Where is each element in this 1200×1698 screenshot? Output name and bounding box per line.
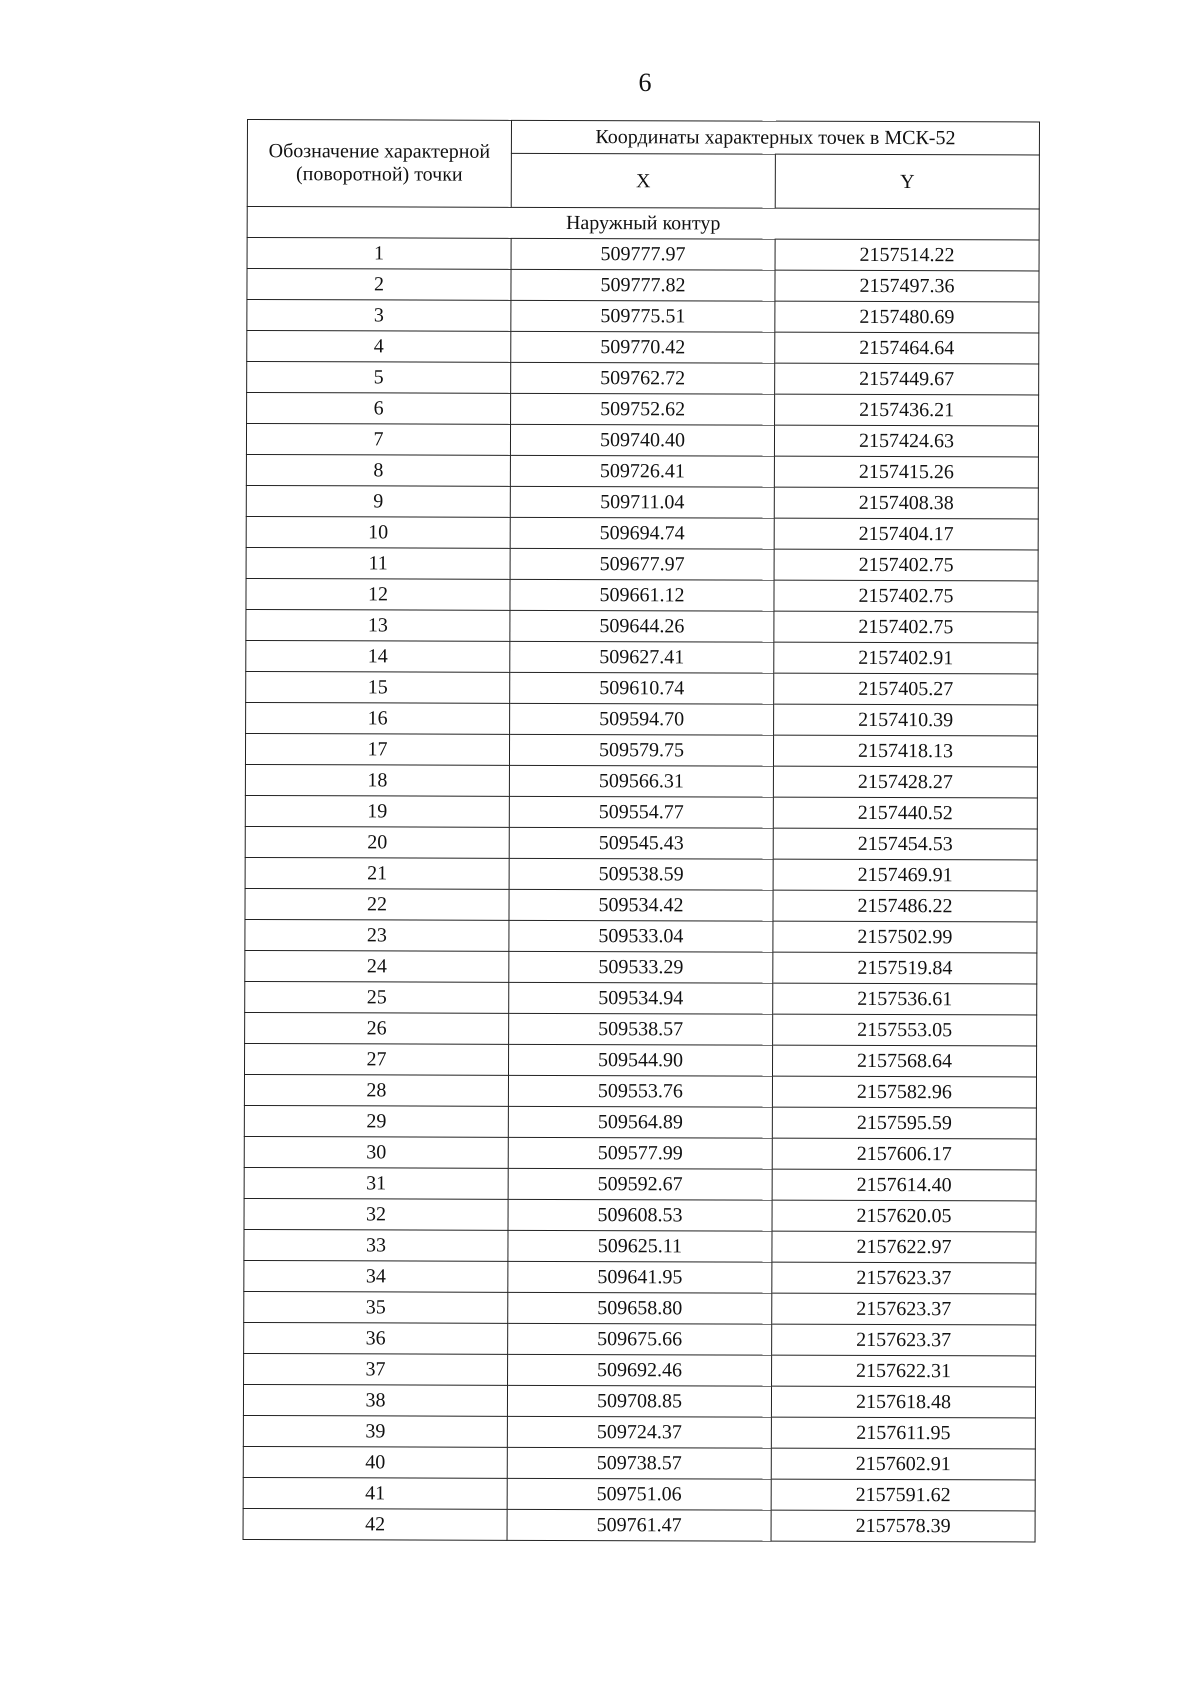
table-row: [247, 238, 1039, 271]
y-coordinate-cell: 2157623.37: [772, 1324, 1036, 1356]
y-coordinate-cell: 2157424.63: [774, 425, 1038, 457]
point-number-cell: 15: [246, 671, 510, 703]
y-coordinate-cell: 2157622.31: [772, 1355, 1036, 1387]
y-coordinate-cell: 2157428.27: [773, 766, 1037, 798]
point-number-cell: 32: [244, 1198, 508, 1230]
point-number-cell: 39: [243, 1415, 507, 1447]
point-number-cell: 13: [246, 609, 510, 641]
y-coordinate-cell: 2157469.91: [773, 859, 1037, 891]
y-coordinate-cell: 2157514.22: [775, 239, 1039, 271]
table-header: [247, 120, 1039, 209]
table-row: [245, 826, 1037, 859]
coordinates-table-container: [243, 119, 1039, 1542]
x-coordinate-cell: 509577.99: [508, 1137, 772, 1169]
y-coordinate-cell: 2157606.17: [772, 1138, 1036, 1170]
y-coordinate-cell: 2157454.53: [773, 828, 1037, 860]
x-coordinate-cell: 509751.06: [507, 1478, 771, 1510]
point-number-cell: 37: [244, 1353, 508, 1385]
point-number-cell: 38: [243, 1384, 507, 1416]
table-row: [244, 1322, 1036, 1355]
y-coordinate-cell: 2157582.96: [772, 1076, 1036, 1108]
table-row: [244, 1167, 1036, 1200]
point-number-cell: 18: [245, 764, 509, 796]
x-coordinate-cell: 509641.95: [508, 1261, 772, 1293]
point-number-cell: 31: [244, 1167, 508, 1199]
x-coordinate-cell: 509534.42: [509, 889, 773, 921]
y-coordinate-cell: 2157440.52: [773, 797, 1037, 829]
point-number-cell: 1: [247, 238, 511, 270]
y-coordinate-cell: 2157591.62: [771, 1479, 1035, 1511]
x-coordinate-cell: 509775.51: [511, 300, 775, 332]
point-number-cell: 34: [244, 1260, 508, 1292]
y-coordinate-cell: 2157611.95: [771, 1417, 1035, 1449]
table-row: [245, 764, 1037, 797]
point-number-cell: 27: [244, 1043, 508, 1075]
x-coordinate-cell: 509761.47: [507, 1509, 771, 1541]
table-row: [245, 733, 1037, 766]
y-coordinate-cell: 2157614.40: [772, 1169, 1036, 1201]
x-coordinate-cell: 509677.97: [510, 548, 774, 580]
table-row: [246, 485, 1038, 518]
point-number-cell: 5: [247, 362, 511, 394]
x-coordinate-cell: 509533.04: [509, 920, 773, 952]
x-coordinate-cell: 509594.70: [510, 703, 774, 735]
point-number-cell: 17: [245, 733, 509, 765]
x-coordinate-cell: 509661.12: [510, 579, 774, 611]
table-row: [245, 795, 1037, 828]
x-coordinate-cell: 509711.04: [510, 486, 774, 518]
x-coordinate-cell: 509740.40: [510, 424, 774, 456]
table-row: [244, 1353, 1036, 1386]
point-number-cell: 11: [246, 547, 510, 579]
x-coordinate-cell: 509777.82: [511, 269, 775, 301]
table-row: [246, 671, 1038, 704]
y-coordinate-cell: 2157402.91: [774, 642, 1038, 674]
x-coordinate-cell: 509579.75: [509, 734, 773, 766]
point-number-cell: 28: [244, 1074, 508, 1106]
x-coordinate-cell: 509692.46: [508, 1354, 772, 1386]
x-column-header: X: [511, 154, 775, 208]
point-number-cell: 6: [247, 393, 511, 425]
table-row: [245, 950, 1037, 983]
table-row: [246, 609, 1038, 642]
y-coordinate-cell: 2157408.38: [774, 487, 1038, 519]
y-coordinate-cell: 2157402.75: [774, 611, 1038, 643]
point-number-cell: 40: [243, 1446, 507, 1478]
x-coordinate-cell: 509752.62: [511, 393, 775, 425]
x-coordinate-cell: 509564.89: [508, 1106, 772, 1138]
point-number-cell: 14: [246, 640, 510, 672]
point-number-cell: 4: [247, 331, 511, 363]
y-coordinate-cell: 2157519.84: [773, 952, 1037, 984]
x-coordinate-cell: 509566.31: [509, 765, 773, 797]
y-coordinate-cell: 2157436.21: [775, 394, 1039, 426]
point-number-cell: 3: [247, 300, 511, 332]
table-row: [245, 857, 1037, 890]
y-coordinate-cell: 2157618.48: [771, 1386, 1035, 1418]
point-number-cell: 16: [246, 702, 510, 734]
table-row: [244, 1105, 1036, 1138]
table-row: [247, 300, 1039, 333]
table-row: [243, 1477, 1035, 1510]
table-row: [243, 1384, 1035, 1417]
point-number-cell: 26: [245, 1012, 509, 1044]
y-coordinate-cell: 2157623.37: [772, 1262, 1036, 1294]
table-row: [246, 454, 1038, 487]
table-row: [243, 1446, 1035, 1479]
x-coordinate-cell: 509538.57: [509, 1013, 773, 1045]
x-coordinate-cell: 509777.97: [511, 238, 775, 270]
coordinates-header: Координаты характерных точек в МСК-52: [511, 120, 1039, 155]
coordinates-table: [243, 119, 1040, 1542]
table-row: [247, 331, 1039, 364]
y-coordinate-cell: 2157449.67: [775, 363, 1039, 395]
table-row: [243, 1415, 1035, 1448]
x-coordinate-cell: 509738.57: [507, 1447, 771, 1479]
y-column-header: Y: [775, 155, 1039, 209]
point-number-cell: 21: [245, 857, 509, 889]
y-coordinate-cell: 2157497.36: [775, 270, 1039, 302]
x-coordinate-cell: 509545.43: [509, 827, 773, 859]
table-row: [244, 1260, 1036, 1293]
y-coordinate-cell: 2157405.27: [774, 673, 1038, 705]
y-coordinate-cell: 2157595.59: [772, 1107, 1036, 1139]
y-coordinate-cell: 2157402.75: [774, 549, 1038, 581]
x-coordinate-cell: 509625.11: [508, 1230, 772, 1262]
point-number-cell: 20: [245, 826, 509, 858]
y-coordinate-cell: 2157480.69: [775, 301, 1039, 333]
y-coordinate-cell: 2157553.05: [773, 1014, 1037, 1046]
x-coordinate-cell: 509724.37: [507, 1416, 771, 1448]
table-body: [243, 207, 1039, 1542]
point-number-cell: 24: [245, 950, 509, 982]
x-coordinate-cell: 509608.53: [508, 1199, 772, 1231]
y-coordinate-cell: 2157622.97: [772, 1231, 1036, 1263]
table-row: [247, 269, 1039, 302]
table-row: [246, 424, 1038, 457]
y-coordinate-cell: 2157404.17: [774, 518, 1038, 550]
x-coordinate-cell: 509592.67: [508, 1168, 772, 1200]
table-row: [245, 1012, 1037, 1045]
table-row: [246, 578, 1038, 611]
point-number-cell: 12: [246, 578, 510, 610]
table-row: [244, 1043, 1036, 1076]
y-coordinate-cell: 2157410.39: [774, 704, 1038, 736]
page-number: 6: [638, 68, 652, 97]
table-row: [245, 888, 1037, 921]
y-coordinate-cell: 2157418.13: [773, 735, 1037, 767]
point-number-cell: 36: [244, 1322, 508, 1354]
point-number-cell: 41: [243, 1477, 507, 1509]
point-number-cell: 10: [246, 516, 510, 548]
table-row: [247, 362, 1039, 395]
y-coordinate-cell: 2157464.64: [775, 332, 1039, 364]
x-coordinate-cell: 509726.41: [510, 455, 774, 487]
x-coordinate-cell: 509770.42: [511, 331, 775, 363]
table-row: [246, 702, 1038, 735]
y-coordinate-cell: 2157536.61: [773, 983, 1037, 1015]
x-coordinate-cell: 509538.59: [509, 858, 773, 890]
table-row: [244, 1136, 1036, 1169]
point-number-cell: 7: [246, 424, 510, 456]
x-coordinate-cell: 509554.77: [509, 796, 773, 828]
y-coordinate-cell: 2157402.75: [774, 580, 1038, 612]
table-row: [244, 1074, 1036, 1107]
y-coordinate-cell: 2157486.22: [773, 890, 1037, 922]
table-row: [246, 640, 1038, 673]
table-row: [246, 516, 1038, 549]
y-coordinate-cell: 2157415.26: [774, 456, 1038, 488]
x-coordinate-cell: 509762.72: [511, 362, 775, 394]
x-coordinate-cell: 509627.41: [510, 641, 774, 673]
point-number-cell: 23: [245, 919, 509, 951]
x-coordinate-cell: 509658.80: [508, 1292, 772, 1324]
point-number-cell: 22: [245, 888, 509, 920]
table-row: [246, 547, 1038, 580]
y-coordinate-cell: 2157620.05: [772, 1200, 1036, 1232]
point-number-cell: 35: [244, 1291, 508, 1323]
y-coordinate-cell: 2157578.39: [771, 1510, 1035, 1542]
y-coordinate-cell: 2157623.37: [772, 1293, 1036, 1325]
x-coordinate-cell: 509533.29: [509, 951, 773, 983]
point-number-cell: 9: [246, 485, 510, 517]
section-title: Наружный контур: [247, 207, 1039, 240]
point-number-cell: 8: [246, 454, 510, 486]
x-coordinate-cell: 509644.26: [510, 610, 774, 642]
table-row: [244, 1198, 1036, 1231]
point-number-cell: 2: [247, 269, 511, 301]
table-row: [243, 1508, 1035, 1541]
table-row: [247, 393, 1039, 426]
table-row: [245, 919, 1037, 952]
point-number-cell: 25: [245, 981, 509, 1013]
point-designation-header: Обозначение характерной (поворотной) точки: [247, 120, 511, 208]
x-coordinate-cell: 509553.76: [508, 1075, 772, 1107]
x-coordinate-cell: 509708.85: [507, 1385, 771, 1417]
point-number-cell: 30: [244, 1136, 508, 1168]
x-coordinate-cell: 509610.74: [510, 672, 774, 704]
point-number-cell: 19: [245, 795, 509, 827]
table-row: [244, 1291, 1036, 1324]
x-coordinate-cell: 509675.66: [508, 1323, 772, 1355]
point-number-cell: 29: [244, 1105, 508, 1137]
point-number-cell: 42: [243, 1508, 507, 1540]
y-coordinate-cell: 2157602.91: [771, 1448, 1035, 1480]
point-number-cell: 33: [244, 1229, 508, 1261]
y-coordinate-cell: 2157568.64: [772, 1045, 1036, 1077]
x-coordinate-cell: 509534.94: [509, 982, 773, 1014]
x-coordinate-cell: 509694.74: [510, 517, 774, 549]
table-row: [244, 1229, 1036, 1262]
x-coordinate-cell: 509544.90: [508, 1044, 772, 1076]
table-row: [245, 981, 1037, 1014]
y-coordinate-cell: 2157502.99: [773, 921, 1037, 953]
